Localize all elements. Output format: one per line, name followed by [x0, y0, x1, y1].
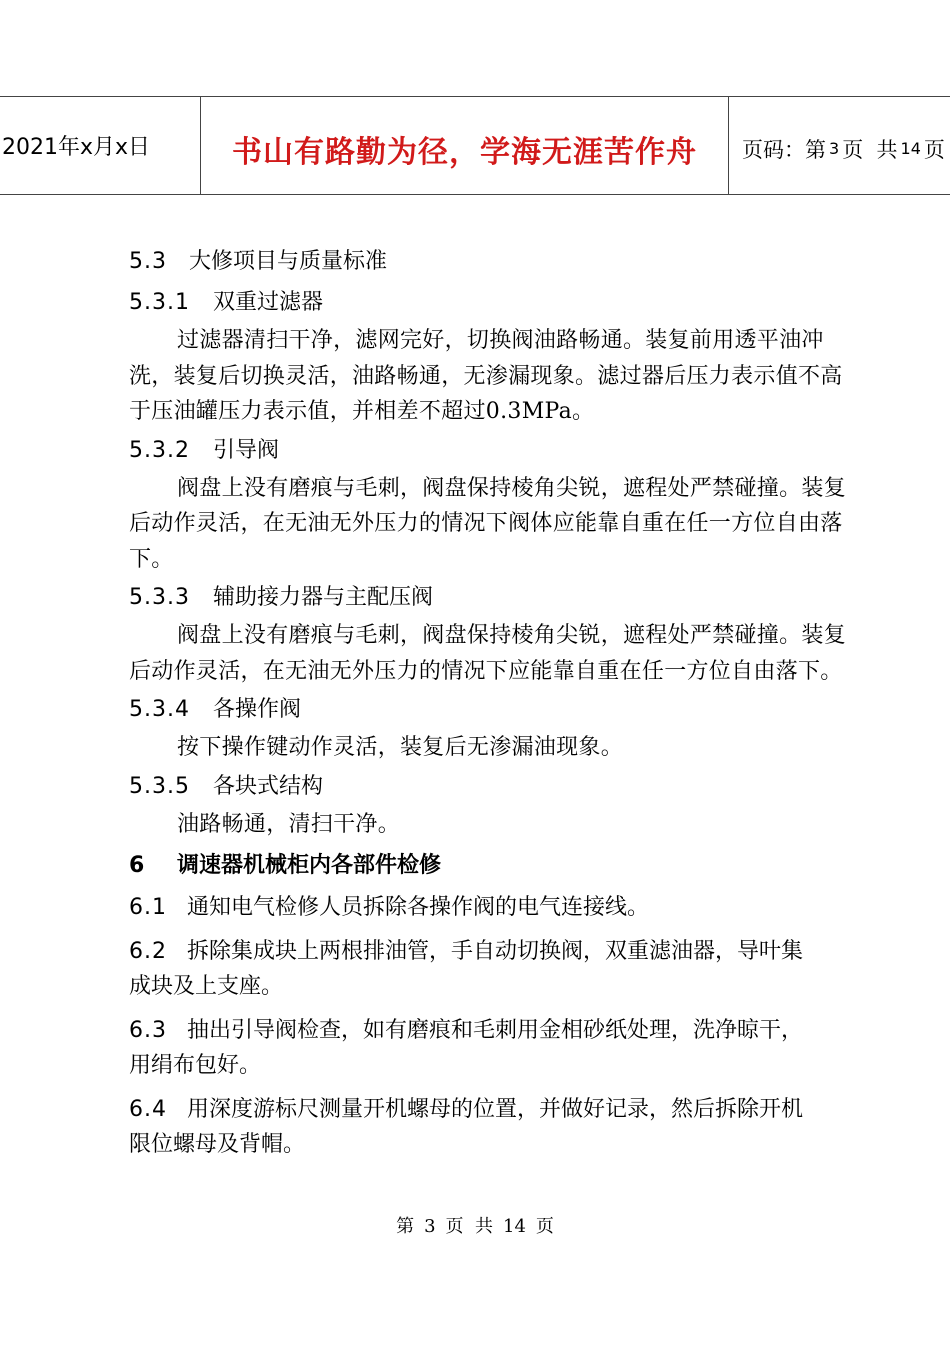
section-title: 引导阀	[213, 437, 280, 463]
footer-label-pre: 第	[396, 1216, 415, 1237]
section-5-3-1-body: 过滤器清扫干净，滤网完好，切换阀油路畅通。装复前用透平油冲洗，装复后切换灵活，油路畅通，无渗漏现象。滤过器后压力表示值不高于压油罐压力表示值，并相差不超过0.3MPa。	[129, 328, 843, 424]
section-title: 各操作阀	[213, 697, 302, 722]
section-5-3-2-body: 阀盘上没有磨痕与毛刺，阀盘保持棱角尖锐，遮程处严禁碰撞。装复后动作灵活，在无油无外压力的情况下阀体应能靠自重在任一方位自由落下。	[129, 475, 847, 572]
section-5-3-4-heading	[129, 689, 849, 730]
section-5-3-5-body: 油路畅通，清扫干净。	[177, 811, 401, 837]
section-5-3-5-heading	[129, 766, 849, 807]
section-5-3-2-heading	[129, 430, 849, 471]
section-title: 各块式结构	[213, 773, 324, 799]
section-number: 5.3.1	[129, 290, 190, 315]
header-page-prefix: 页码：第	[742, 137, 826, 162]
footer-total: 14	[503, 1216, 526, 1237]
section-number: 5.3.3	[129, 585, 190, 610]
header-motto: 书山有路勤为径，学海无涯苦作舟	[200, 97, 729, 194]
section-6-heading	[129, 846, 849, 886]
header-page-number	[730, 97, 950, 194]
section-text: 抽出引导阀检查，如有磨痕和毛刺用金相砂纸处理，洗净晾干，用绢布包好。	[129, 1018, 804, 1078]
section-number: 6.2	[129, 939, 167, 964]
document-body	[129, 241, 849, 1171]
section-text: 拆除集成块上两根排油管，手自动切换阀，双重滤油器，导叶集成块及上支座。	[129, 939, 804, 999]
section-5-3-4-body: 按下操作键动作灵活，装复后无渗漏油现象。	[177, 735, 624, 760]
section-title: 双重过滤器	[213, 290, 324, 315]
header-page-mid: 页 共	[842, 137, 898, 162]
section-5-3-1-heading	[129, 282, 849, 323]
section-5-3-heading	[129, 241, 849, 282]
section-6-3	[129, 1013, 819, 1083]
section-title: 大修项目与质量标准	[189, 249, 388, 274]
header-date: 2021年x月x日	[2, 135, 151, 160]
section-text: 通知电气检修人员拆除各操作阀的电气连接线。	[187, 895, 650, 920]
section-number: 5.3.2	[129, 437, 190, 463]
section-number: 5.3.4	[129, 697, 190, 722]
section-6-2	[129, 934, 819, 1004]
section-text: 用深度游标尺测量开机螺母的位置，并做好记录，然后拆除开机限位螺母及背帽。	[129, 1097, 804, 1157]
section-6-4	[129, 1092, 819, 1162]
section-number: 6.1	[129, 895, 167, 920]
header-page-suffix: 页	[923, 137, 945, 162]
section-number: 6.3	[129, 1018, 167, 1043]
page-footer	[0, 1212, 950, 1238]
page-header	[0, 96, 950, 195]
header-page-current: 3	[829, 139, 840, 158]
section-number: 6.4	[129, 1097, 167, 1122]
footer-page: 3	[424, 1216, 436, 1237]
section-number: 5.3.5	[129, 773, 190, 799]
section-number: 6	[129, 853, 145, 878]
footer-label-mid: 页 共	[445, 1216, 493, 1237]
section-title: 辅助接力器与主配压阀	[213, 585, 434, 610]
header-page-total: 14	[900, 139, 921, 158]
section-title: 调速器机械柜内各部件检修	[177, 853, 442, 878]
section-6-1	[129, 890, 819, 925]
section-number: 5.3	[129, 249, 167, 274]
footer-label-post: 页	[535, 1216, 554, 1237]
section-5-3-3-body: 阀盘上没有磨痕与毛刺，阀盘保持棱角尖锐，遮程处严禁碰撞。装复后动作灵活，在无油无外压力的情况下应能靠自重在任一方位自由落下。	[129, 623, 847, 684]
section-5-3-3-heading	[129, 577, 849, 618]
